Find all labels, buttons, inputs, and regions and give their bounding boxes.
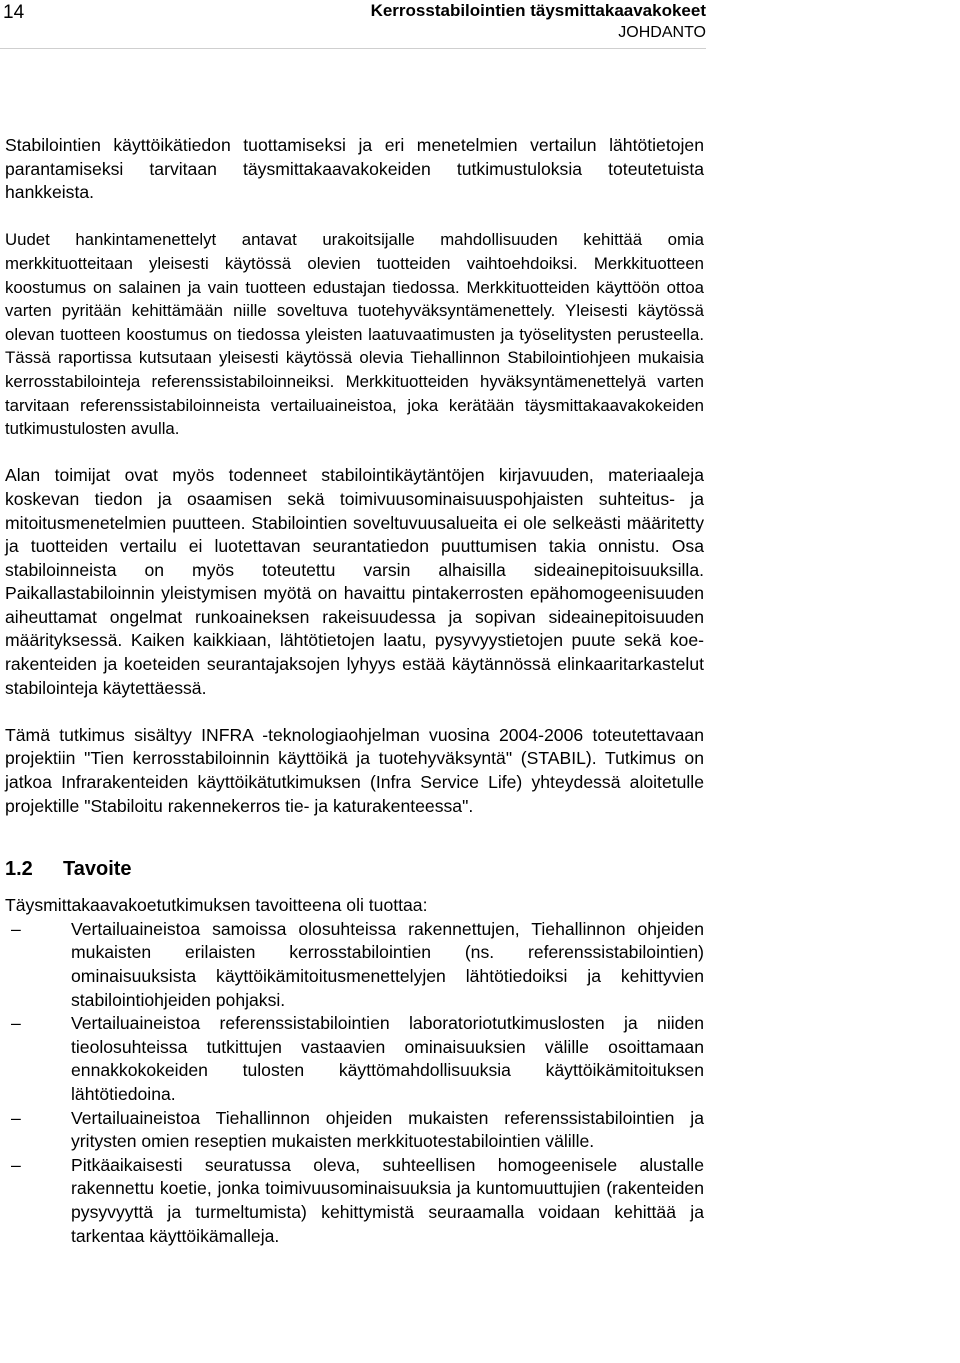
objectives-list: [5, 918, 704, 1248]
bullet-dash: –: [11, 1107, 21, 1128]
bullet-dash: –: [11, 918, 21, 939]
paragraph: Alan toimijat ovat myös todenneet stabilointikäytäntöjen kirjavuuden, materiaaleja koskevan tiedon ja osaamisen sekä toimivuusominaisuuspohjaisten suhteitus- ja mitoitusmenetelmien puutteen. Stabilointien soveltuvuusalueita ei ole selkeästi määritetty ja tuotteiden vertailu ei luotettavan seurantatiedon puuttumisen takia onnistu. Osa stabiloinneista on myös toteutettu varsin alhaisilla sideainepitoisuuksilla. Paikallastabiloinnin yleistymisen myötä on havaittu pintakerrosten epähomogeenisuuden aiheuttamat ongelmat runkoaineksen rakeisuudessa ja sopivan sideainepitoisuuden määrityksessä. Kaiken kaikkiaan, lähtötietojen laatu, pysyvyystietojen puute sekä koerakenteiden ja koeteiden seurantajaksojen lyhyys estää käytännössä elinkaaritarkastelut stabilointeja käytettäessä.: [5, 465, 704, 698]
section-intro: Täysmittakaavakoetutkimuksen tavoitteena oli tuottaa:: [5, 895, 428, 916]
paragraph: Stabilointien käyttöikätiedon tuottamiseksi ja eri menetelmien vertailun lähtötietojen parantamiseksi tarvitaan täysmittakaavakokeiden tutkimustuloksia toteutetuista hankkeista.: [5, 135, 704, 203]
list-item: [5, 1154, 704, 1248]
list-item: [5, 1012, 704, 1106]
running-section: JOHDANTO: [618, 24, 706, 41]
paragraph: Tämä tutkimus sisältyy INFRA -teknologiaohjelman vuosina 2004-2006 toteutettavaan projektiin "Tien kerrosstabiloinnin käyttöikä ja tuotehyväksyntä" (STABIL). Tutkimus on jatkoa Infrarakenteiden käyttöikätutkimuksen (Infra Service Life) yhteydessä aloitetulle projektille "Stabiloitu rakennekerros tie- ja katurakenteessa".: [5, 724, 704, 816]
list-item-text: Vertailuaineistoa referenssistabilointien laboratoriotutkimuslosten ja niiden tieolosuhteissa tutkittujen vastaavien ominaisuuksien välille osoittamaan ennakkokokeiden tulosten käyttömahdollisuuksia käyttöikämitoituksen lähtötiedoina.: [71, 1013, 704, 1104]
page-header: [0, 0, 706, 49]
bullet-dash: –: [11, 1154, 21, 1175]
list-item-text: Vertailuaineistoa Tiehallinnon ohjeiden mukaisten referenssistabilointien ja yritysten omien reseptien mukaisten merkkituotestabilointien välille.: [71, 1107, 704, 1152]
bullet-dash: –: [11, 1013, 21, 1034]
page-body: [5, 134, 704, 1248]
list-item-text: Pitkäaikaisesti seuratussa oleva, suhteellisen homogeenisele alustalle rakennettu koetie, jonka toimivuusominaisuuksia ja kuntomuuttujien (rakenteiden pysyvyyttä ja turmeltumista) kehittymistä seuraamalla voidaan kehittää ja tarkentaa käyttöikämalleja.: [71, 1154, 704, 1246]
running-title: Kerrosstabilointien täysmittakaavakokeet: [370, 1, 706, 20]
list-item-text: Vertailuaineistoa samoissa olosuhteissa rakennettujen, Tiehallinnon ohjeiden mukaisten erilaisten kerrosstabilointien (ns. referenssistabilointien) ominaisuuksista käyttöikämitoitusmenettelyjen lähtötiedoiksi ja kehittyvien stabilointiohjeiden pohjaksi.: [71, 918, 704, 1010]
section-number: 1.2: [5, 858, 33, 881]
paragraph: Uudet hankintamenettelyt antavat urakoitsijalle mahdollisuuden kehittää omia merkkituotteitaan yleisesti käytössä olevien tuotteiden vaihtoehdoiksi. Merkkituotteen koostumus on salainen ja vain tuotteen edustajan tiedossa. Merkkituotteiden käyttöön ottoa varten pyritään kehittämään niille soveltuva tuotehyväksyntämenettely. Yleisesti käytössä olevan tuotteen koostumus on tiedossa yleisten laatuvaatimusten ja työselitysten perusteella. Tässä raportissa kutsutaan yleisesti käytössä olevia Tiehallinnon Stabilointiohjeen mukaisia kerrosstabilointeja referenssistabiloinneiksi. Merkkituotteiden hyväksyntämenettelyä varten tarvitaan referenssistabiloinneista vertailuaineistoa, joka kerätään täysmittakaavakokeiden tutkimustulosten avulla.: [5, 230, 704, 439]
list-item: [5, 918, 704, 1012]
page-number: 14: [3, 2, 25, 23]
section-title: Tavoite: [63, 858, 132, 881]
header-divider: [0, 48, 706, 49]
list-item: [5, 1107, 704, 1154]
section-heading: [5, 856, 704, 882]
